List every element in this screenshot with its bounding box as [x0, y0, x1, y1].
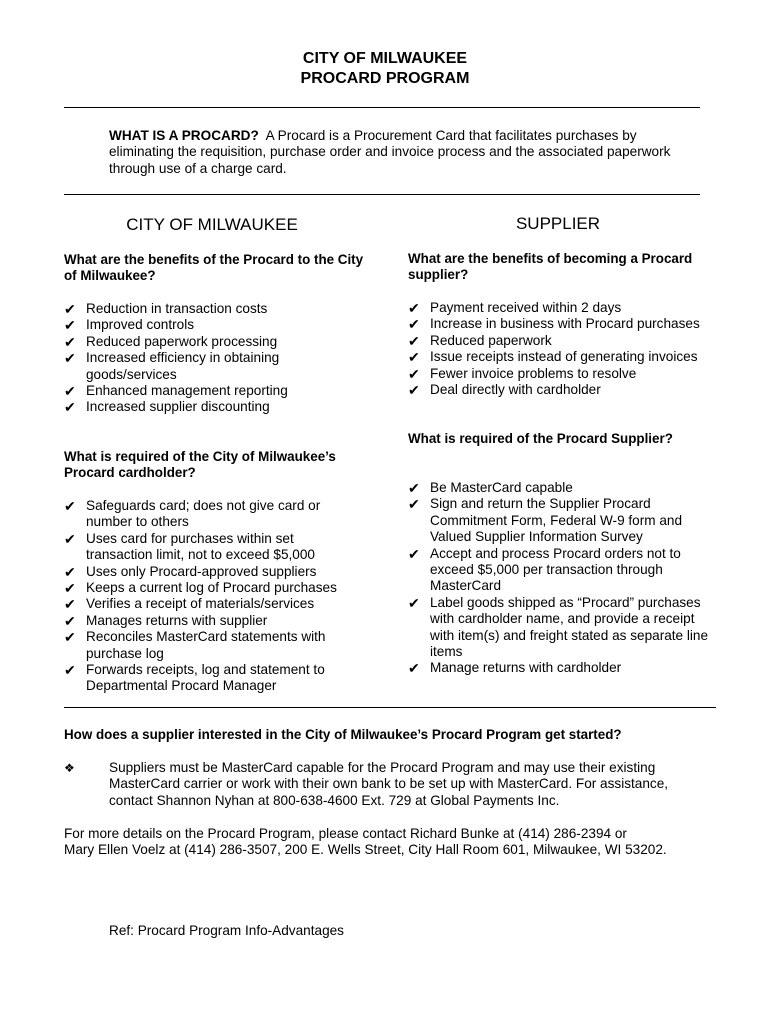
check-icon: ✔: [408, 545, 420, 562]
check-icon: ✔: [64, 596, 76, 613]
left-requirements-list: [64, 498, 346, 695]
left-benefits-list: [64, 301, 364, 416]
check-icon: ✔: [408, 300, 420, 316]
diamond-bullet-icon: ❖: [64, 761, 75, 775]
list-item: ✔ Enhanced management reporting: [64, 383, 288, 400]
check-icon: ✔: [64, 612, 76, 629]
list-item: ✔ Reconciles MasterCard statements with purchase log: [64, 629, 326, 661]
list-item: ✔ Fewer invoice problems to resolve: [408, 365, 637, 382]
check-icon: ✔: [408, 316, 420, 333]
list-item: ✔ Increased efficiency in obtaining goods/services: [64, 350, 280, 382]
list-item: ✔ Payment received within 2 days: [408, 300, 622, 316]
reference-note: Ref: Procard Program Info-Advantages: [109, 923, 344, 938]
list-item: ✔ Accept and process Procard orders not to exceed $5,000 per transaction through MasterCard: [408, 545, 681, 594]
right-benefits-list: [408, 300, 718, 398]
contact-line-2: Mary Ellen Voelz at (414) 286-3507, 200 E. Wells Street, City Hall Room 601, Milwaukee, WI 53202.: [64, 842, 667, 857]
right-column-heading: SUPPLIER: [515, 214, 601, 233]
check-icon: ✔: [408, 496, 420, 513]
list-item: ✔ Reduced paperwork: [408, 332, 552, 349]
list-item: ✔ Deal directly with cardholder: [408, 382, 601, 399]
divider-top: [64, 107, 700, 108]
list-item: ✔ Safeguards card; does not give card or number to others: [64, 498, 321, 530]
check-icon: ✔: [408, 660, 420, 677]
check-icon: ✔: [64, 498, 76, 514]
list-item: ✔ Manage returns with cardholder: [408, 660, 622, 677]
check-icon: ✔: [64, 301, 76, 317]
getting-started-question: How does a supplier interested in the City of Milwaukee’s Procard Program get started?: [64, 727, 622, 742]
left-column-heading: CITY OF MILWAUKEE: [126, 215, 298, 234]
right-requirements-list: [408, 480, 714, 677]
list-item: ✔ Sign and return the Supplier Procard Commitment Form, Federal W-9 form and Valued Supplier Information Survey: [408, 496, 683, 545]
check-icon: ✔: [64, 383, 76, 400]
right-question-benefits: What are the benefits of becoming a Procard supplier?: [408, 251, 693, 283]
check-icon: ✔: [64, 333, 76, 350]
intro-label: WHAT IS A PROCARD?: [109, 128, 259, 143]
check-icon: ✔: [408, 480, 420, 496]
check-icon: ✔: [64, 530, 76, 547]
check-icon: ✔: [64, 563, 76, 580]
check-icon: ✔: [64, 399, 76, 416]
list-item: ✔ Verifies a receipt of materials/services: [64, 596, 315, 613]
list-item: ✔ Issue receipts instead of generating invoices: [408, 349, 698, 366]
document-title-line2: PROCARD PROGRAM: [300, 70, 470, 87]
list-item: ✔ Forwards receipts, log and statement to Departmental Procard Manager: [64, 662, 325, 694]
list-item: ✔ Improved controls: [64, 317, 195, 334]
check-icon: ✔: [408, 332, 420, 349]
contact-line-1: For more details on the Procard Program, please contact Richard Bunke at (414) 286-2394 or: [64, 826, 627, 841]
left-question-requirements: What is required of the City of Milwaukee’s Procard cardholder?: [64, 449, 336, 481]
list-item: ✔ Increase in business with Procard purchases: [408, 316, 700, 333]
check-icon: ✔: [64, 629, 76, 646]
list-item: ✔ Label goods shipped as “Procard” purchases with cardholder name, and provide a receipt with item(s) and freight stated as separate line items: [408, 594, 709, 660]
divider-bottom: [64, 707, 716, 708]
check-icon: ✔: [64, 662, 76, 679]
intro-paragraph: [109, 128, 689, 177]
check-icon: ✔: [408, 594, 420, 611]
list-item: ✔ Keeps a current log of Procard purchases: [64, 580, 337, 597]
list-item: ✔ Reduced paperwork processing: [64, 333, 278, 350]
left-question-benefits: What are the benefits of the Procard to the City of Milwaukee?: [64, 252, 364, 284]
check-icon: ✔: [64, 350, 76, 367]
list-item: ✔ Manages returns with supplier: [64, 612, 268, 629]
list-item: ✔ Increased supplier discounting: [64, 399, 270, 416]
check-icon: ✔: [64, 317, 76, 334]
check-icon: ✔: [408, 382, 420, 399]
list-item: ✔ Be MasterCard capable: [408, 480, 573, 496]
list-item: ✔ Uses only Procard-approved suppliers: [64, 563, 317, 580]
list-item: ✔ Uses card for purchases within set transaction limit, not to exceed $5,000: [64, 530, 315, 563]
check-icon: ✔: [408, 349, 420, 366]
divider-intro: [64, 194, 700, 195]
getting-started-text: Suppliers must be MasterCard capable for the Procard Program and may use their existing MasterCard carrier or work with their own bank to be set up with MasterCard. For assistance, contact Shannon Nyhan at 800-638-4600 Ext. 729 at Global Payments Inc.: [109, 760, 669, 808]
list-item: ✔ Reduction in transaction costs: [64, 301, 268, 317]
intro-text: A Procard is a Procurement Card that facilitates purchases by eliminating the requisition, purchase order and invoice process and the associated paperwork through use of a charge card.: [109, 128, 671, 176]
right-question-requirements: What is required of the Procard Supplier?: [408, 431, 673, 446]
check-icon: ✔: [64, 580, 76, 597]
check-icon: ✔: [408, 365, 420, 382]
document-title-line1: CITY OF MILWAUKEE: [302, 50, 468, 67]
